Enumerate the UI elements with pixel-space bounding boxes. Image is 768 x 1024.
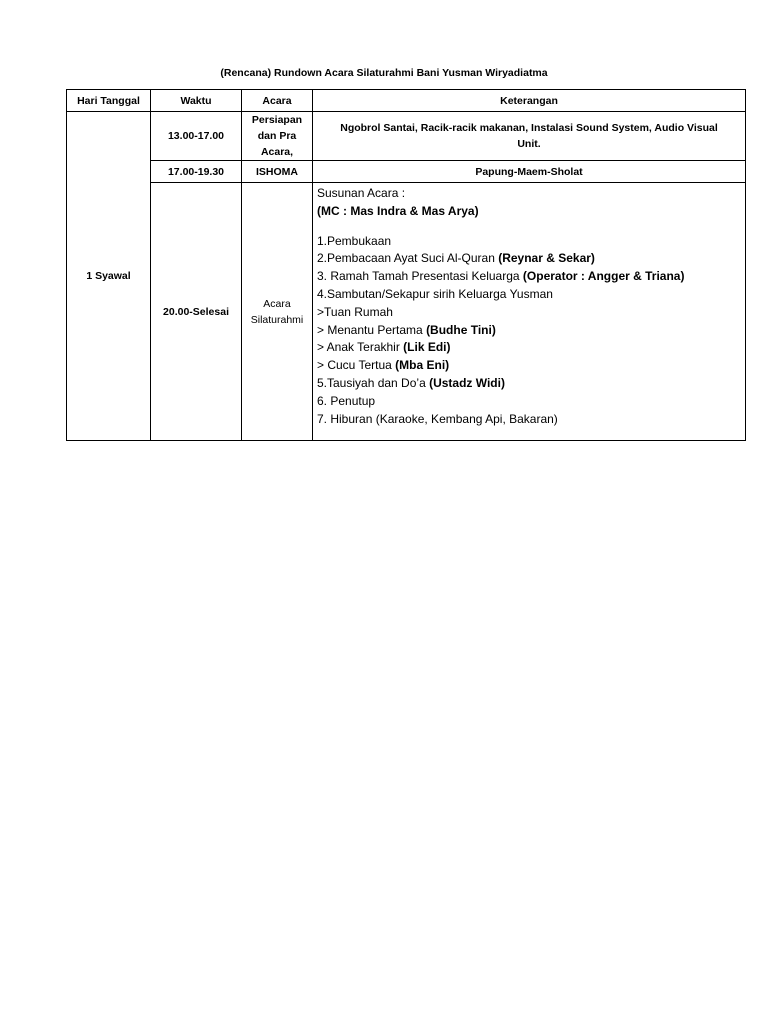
program-heading: Susunan Acara : — [317, 186, 406, 200]
program-item-person: (Operator : Angger & Triana) — [522, 269, 685, 284]
program-item-text: 4.Sambutan/Sekapur sirih Keluarga Yusman — [317, 286, 553, 301]
notes-line: Unit. — [517, 138, 541, 150]
program-item — [317, 375, 745, 393]
program-item — [317, 286, 745, 304]
event-line: Silaturahmi — [250, 313, 304, 326]
event-line: Persiapan — [251, 114, 303, 126]
program-item — [317, 393, 745, 411]
table-row — [67, 183, 746, 441]
program-item — [317, 322, 745, 340]
program-item — [317, 411, 745, 429]
program-item — [317, 233, 745, 251]
event-line: Acara — [263, 297, 291, 310]
program-item-text: 2.Pembacaan Ayat Suci Al-Quran — [317, 251, 499, 266]
header-event: Acara — [242, 90, 313, 112]
document-title: (Rencana) Rundown Acara Silaturahmi Bani Yusman Wiryadiatma — [220, 67, 548, 79]
header-time: Waktu — [151, 90, 242, 112]
notes-cell: Papung-Maem-Sholat — [313, 161, 746, 183]
event-line: dan Pra — [257, 130, 297, 142]
time-cell: 17.00-19.30 — [151, 161, 242, 183]
program-item-text: 3. Ramah Tamah Presentasi Keluarga — [317, 269, 523, 284]
event-cell — [242, 183, 313, 441]
header-day: Hari Tanggal — [67, 90, 151, 112]
rundown-table — [66, 89, 746, 441]
event-cell — [242, 112, 313, 161]
program-cell — [313, 183, 746, 441]
notes-line: Ngobrol Santai, Racik-racik makanan, Instalasi Sound System, Audio Visual — [340, 122, 718, 134]
day-cell: 1 Syawal — [67, 112, 151, 441]
header-notes: Keterangan — [313, 90, 746, 112]
notes-cell — [313, 112, 746, 161]
program-item-text: > Cucu Tertua — [317, 358, 396, 373]
program-item-person: (Budhe Tini) — [426, 322, 496, 337]
spacer — [317, 221, 745, 233]
program-mc: (MC : Mas Indra & Mas Arya) — [317, 203, 479, 218]
table-header-row — [67, 90, 746, 112]
program-item-text: 6. Penutup — [317, 393, 376, 408]
program-item-person: (Lik Edi) — [403, 340, 451, 355]
event-cell: ISHOMA — [242, 161, 313, 183]
table-row — [67, 161, 746, 183]
table-row — [67, 112, 746, 161]
program-item — [317, 268, 745, 286]
program-item — [317, 339, 745, 357]
program-item-text: > Anak Terakhir — [317, 340, 404, 355]
program-item-text: 5.Tausiyah dan Do’a — [317, 375, 430, 390]
program-item — [317, 357, 745, 375]
program-item — [317, 250, 745, 268]
program-item-person: (Ustadz Widi) — [429, 375, 505, 390]
program-item-text: 7. Hiburan (Karaoke, Kembang Api, Bakaran) — [317, 411, 558, 426]
program-item-text: > Menantu Pertama — [317, 322, 427, 337]
time-cell: 20.00-Selesai — [151, 183, 242, 441]
event-line: Acara, — [260, 146, 294, 158]
program-item-person: (Reynar & Sekar) — [498, 251, 595, 266]
program-item-text: 1.Pembukaan — [317, 233, 392, 248]
program-item — [317, 304, 745, 322]
program-list — [317, 233, 745, 429]
program-item-person: (Mba Eni) — [395, 358, 450, 373]
time-cell: 13.00-17.00 — [151, 112, 242, 161]
program-item-text: >Tuan Rumah — [317, 304, 393, 319]
